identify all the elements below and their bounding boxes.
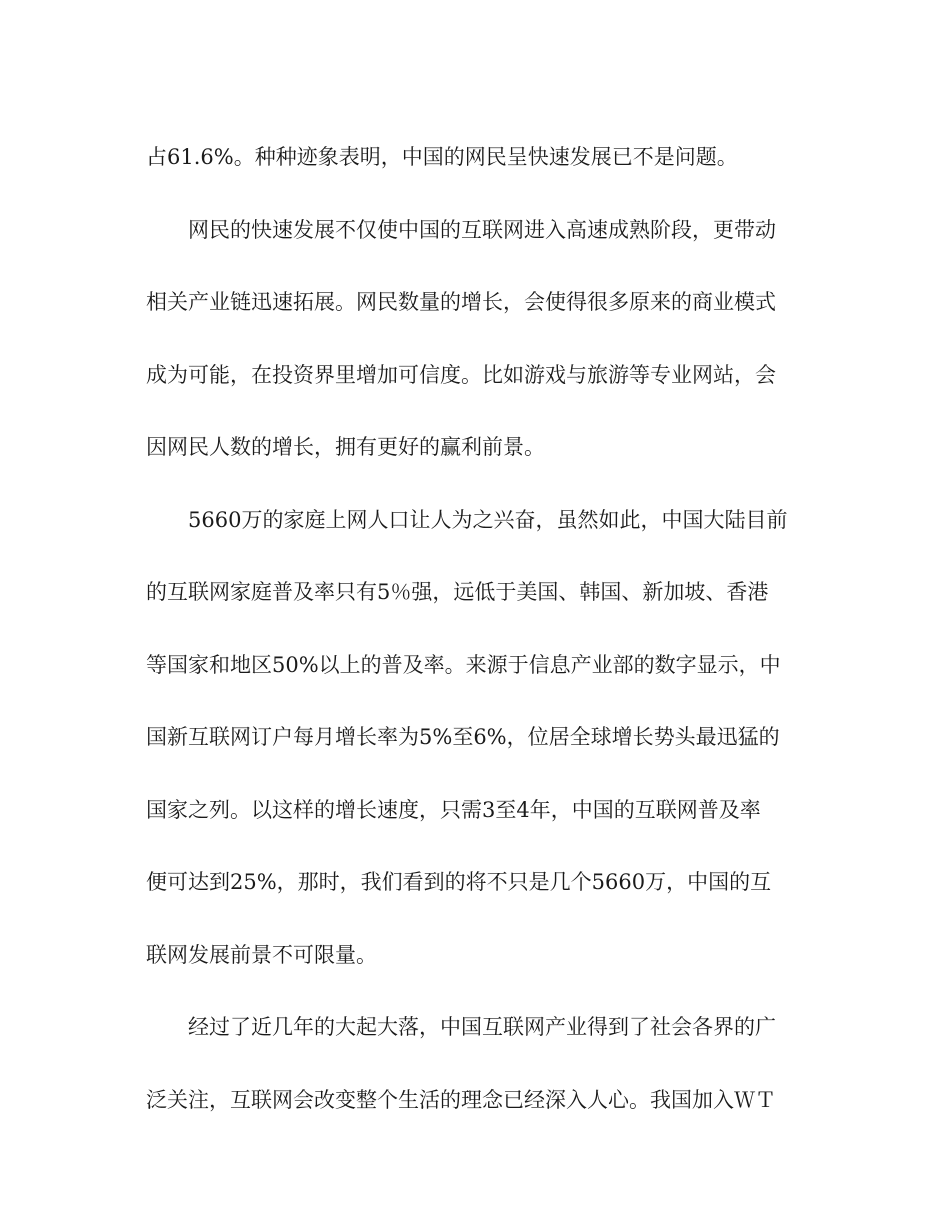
- text-line: 相关产业链迅速拓展。网民数量的增长，会使得很多原来的商业模式: [146, 290, 776, 314]
- text-line: 泛关注，互联网会改变整个生活的理念已经深入人心。我国加入ＷＴ: [146, 1087, 776, 1112]
- body-text: [146, 121, 806, 1136]
- text-line: 的互联网家庭普及率只有5％强，远低于美国、韩国、新加坡、香港: [146, 580, 769, 604]
- text-line: 经过了近几年的大起大落，中国互联网产业得到了社会各界的广: [188, 1015, 776, 1039]
- text-line: 5660万的家庭上网人口让人为之兴奋，虽然如此，中国大陆目前: [188, 507, 788, 532]
- text-line: 网民的快速发展不仅使中国的互联网进入高速成熟阶段，更带动: [188, 217, 776, 242]
- text-line: 联网发展前景不可限量。: [146, 942, 377, 967]
- text-line: 国家之列。以这样的增长速度，只需3至4年，中国的互联网普及率: [146, 797, 761, 822]
- text-line: 国新互联网订户每月增长率为5%至6%，位居全球增长势头最迅猛的: [146, 725, 780, 749]
- text-line: 便可达到25%，那时，我们看到的将不只是几个5660万，中国的互: [146, 870, 772, 894]
- text-line: 占61.6%。种种迹象表明，中国的网民呈快速发展已不是问题。: [146, 145, 738, 169]
- text-line: 成为可能，在投资界里增加可信度。比如游戏与旅游等专业网站，会: [146, 362, 776, 387]
- text-line: 因网民人数的增长，拥有更好的赢利前景。: [146, 435, 545, 459]
- text-line: 等国家和地区50%以上的普及率。来源于信息产业部的数字显示，中: [146, 652, 781, 677]
